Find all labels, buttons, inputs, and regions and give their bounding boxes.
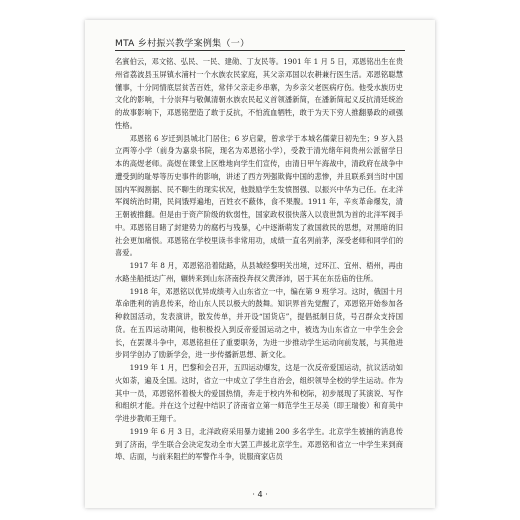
running-head: MTA 乡村振兴教学案例集（一） — [115, 39, 250, 49]
page-number: · 4 · — [252, 490, 268, 499]
body-text — [115, 56, 403, 464]
paragraph: 1917 年 8 月，邓恩铭沿着陆路，从县城经黎明关出境，过环江、宜州、梧州，再由水路坐船抵达广州，辗转来到山东济南投奔叔父黄泽沛，居于其在东岳庙的住所。 — [115, 261, 403, 283]
paragraph: 名賓伯云，邓文铭、弘民、一民、建勋、丁友民等。1901 年 1 月 5 日，邓恩铭出生在贵州省荔波县玉屏镇水浦村一个水族农民家庭，其父亲邓国以农耕兼行医生活。邓恩铭聪慧懂事，十分同情底层贫苦百姓，常伴父亲走乡串寨，为乡亲父老医病疗伤。他受水族历史文化的影响，十分崇拜与敬佩清朝水族农民起义首领潘新简，在潘新简起义反抗清廷统治的故事影响下，邓恩铭塑造了敢于反抗，不怕流血牺牲，敢于为天下穷人推翻暴政的顽强性格。 — [115, 57, 403, 130]
paragraph: 1918 年，邓恩铭以优异成绩考入山东省立一中，编在第 9 班学习。这时，俄国十月革命胜利的消息传来，给山东人民以极大的鼓舞。知识界首先觉醒了，邓恩铭开始参加各种救国活动，发表演讲，散发传单，并开设“国货店”，提倡抵制日货，号召群众支持国货。在五四运动期间，他积极投入到反帝爱国运动之中，被选为山东省立一中学生会会长，在罢课斗争中，邓恩铭担任了重要职务，为进一步推动学生运动向前发展，与其他进步同学创办了励新学会，进一步传播新思想、新文化。 — [115, 286, 403, 360]
book-page — [85, 20, 435, 508]
header-rule — [115, 50, 405, 51]
paragraph: 1919 年 6 月 3 日，北洋政府采用暴力逮捕 200 多名学生。北京学生被捕的消息传到了济南，学生联合会决定发动全市大罢工声援北京学生。邓恩铭和省立一中学生来到商埠、店面，与前来阻拦的军警作斗争，说服商家店员 — [115, 426, 403, 462]
paragraph: 邓恩铭 6 岁迁到县城北门居住；6 岁启蒙，曾求学于本城名儒蒙日初先生；9 岁入县立两等小学（前身为嘉泉书院，现名为邓恩铭小学），受教于清光绪年间贵州公派留学日本的高煜老师。高煜在课堂上区维地向学生们宣传，由清日甲午海战中，清政府在战争中遭受到的耻辱等历史事件的影响，讲述了西方列强欺侮中国的悲惨，并且联系到当时中国国内军阀割据、民不聊生的现实状况，他鼓励学生发愤图强、以振兴中华为己任。在北洋军阀统治时期，民间饿殍遍地，百姓衣不蔽体，食不果腹。1911 年，辛亥革命爆发，清王朝被推翻。但是由于资产阶级的软弱性，国家政权很快落入以袁世凯为首的北洋军阀手中。邓恩铭目睹了封建势力的腐朽与残暴，心中逐渐萌发了救国救民的思想，对黑暗的旧社会更加痛恨。邓恩铭在学校里读书非常用功，成绩一直名列前茅，深受老师和同学们的喜爱。 — [115, 133, 403, 258]
paragraph: 1919 年 1 月，巴黎和会召开，五四运动爆发，这是一次反帝爱国运动，抗议活动如火如荼，遍及全国。这时，省立一中成立了学生自治会，组织领导全校的学生运动。作为其中一员，邓恩铭怀着极大的爱国热情，奔走于校内外和校际，初步展现了其演说、写作和组织才能。并在这个过程中结识了济南省立第一师范学生王尽美（即王瑞俊）和育英中学进步教师王翔千。 — [115, 363, 403, 423]
